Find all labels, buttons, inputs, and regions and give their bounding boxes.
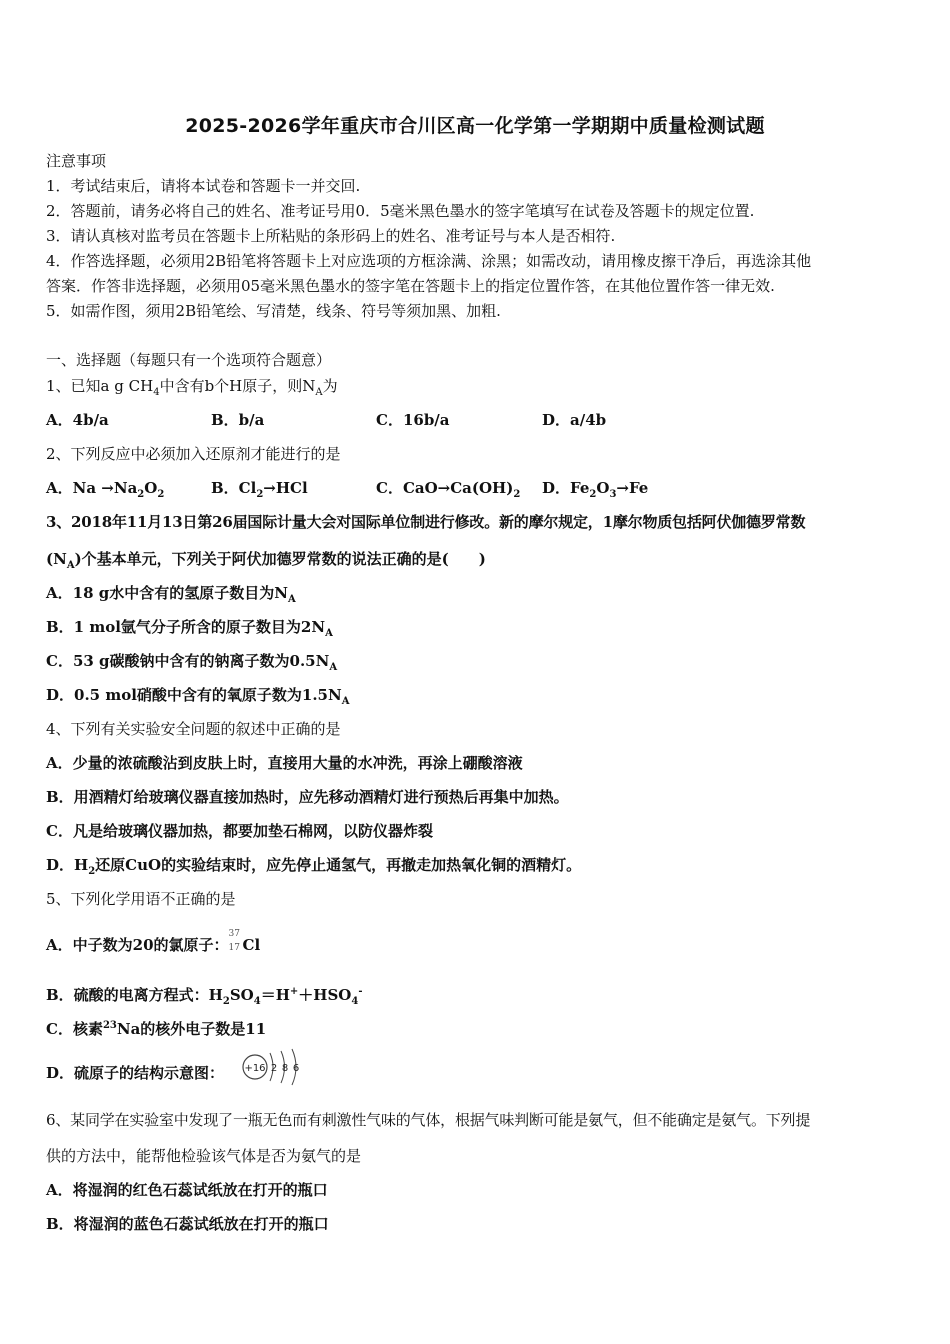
text: D．Fe <box>542 479 590 497</box>
text: SO <box>229 986 254 1004</box>
text: (N <box>46 550 67 568</box>
subscript: 2 <box>157 489 165 500</box>
text: C．核素 <box>46 1020 103 1038</box>
text: B．硫酸的电离方程式：H <box>46 986 223 1004</box>
subscript: 2 <box>222 996 230 1007</box>
text: ＝H <box>260 986 290 1004</box>
option-a[interactable] <box>46 478 164 505</box>
question-6-stem-line1: 6、某同学在实验室中发现了一瓶无色而有刺激性气味的气体，根据气味判断可能是氨气，但不能确定是氨气。下列提 <box>46 1111 811 1129</box>
sulfur-atom-structure-diagram <box>238 1046 308 1088</box>
question-1-stem <box>46 376 338 403</box>
option-c[interactable]: C．16b/a <box>376 411 450 429</box>
text: 还原CuO的实验结束时，应先停止通氢气，再撤走加热氧化铜的酒精灯。 <box>95 856 582 874</box>
text: O <box>596 479 610 497</box>
question-3-stem-line1: 3、2018年11月13日第26届国际计量大会对国际单位制进行修改。新的摩尔规定，1摩尔物质包括阿伏伽德罗常数 <box>46 513 806 531</box>
option-a[interactable]: A．将湿润的红色石蕊试纸放在打开的瓶口 <box>46 1181 328 1199</box>
subscript: A <box>341 696 350 707</box>
shell-electrons-3: 6 <box>292 1063 300 1074</box>
text: 1、已知a g CH <box>46 377 154 395</box>
shell-electrons-2: 8 <box>281 1063 289 1074</box>
nuclide-notation <box>228 929 243 956</box>
page-title: 2025-2026学年重庆市合川区高一化学第一学期期中质量检测试题 <box>185 115 765 137</box>
subscript: A <box>325 628 333 639</box>
text: C．53 g碳酸钠中含有的钠离子数为0.5N <box>46 652 330 670</box>
option-c[interactable] <box>376 478 520 505</box>
subscript: 2 <box>88 866 96 877</box>
text: →HCl <box>263 479 308 497</box>
option-b[interactable] <box>46 982 362 1012</box>
text: ＋HSO <box>298 986 352 1004</box>
text: B．1 mol氩气分子所含的原子数目为2N <box>46 618 326 636</box>
mass-number: 37 <box>228 929 240 939</box>
text: 中含有b个H原子，则N <box>159 377 316 395</box>
option-b[interactable]: B．将湿润的蓝色石蕊试纸放在打开的瓶口 <box>46 1215 329 1233</box>
atomic-number: 17 <box>228 943 240 953</box>
text: A．18 g水中含有的氢原子数目为N <box>46 584 288 602</box>
question-4-stem: 4、下列有关实验安全问题的叙述中正确的是 <box>46 720 341 738</box>
option-d[interactable] <box>542 478 648 505</box>
notice-item: 4．作答选择题，必须用2B铅笔将答题卡上对应选项的方框涂满、涂黑；如需改动，请用橡皮擦干净后，再选涂其他 <box>46 252 812 270</box>
option-c[interactable] <box>46 1016 266 1039</box>
nucleus-charge: +16 <box>244 1063 266 1074</box>
superscript: 23 <box>102 1020 117 1031</box>
subscript: 2 <box>256 489 264 500</box>
option-c[interactable]: C．凡是给玻璃仪器加热，都要加垫石棉网，以防仪器炸裂 <box>46 822 433 840</box>
option-d[interactable] <box>46 855 581 882</box>
option-a[interactable]: A．4b/a <box>46 411 109 429</box>
section-heading: 一、选择题（每题只有一个选项符合题意） <box>46 351 332 369</box>
superscript: - <box>358 986 363 997</box>
option-d[interactable]: D．硫原子的结构示意图： <box>46 1064 225 1082</box>
option-a[interactable] <box>46 583 296 610</box>
question-2-options <box>46 478 906 498</box>
text: A．中子数为20的氯原子： <box>46 936 229 954</box>
text: →Fe <box>616 479 649 497</box>
subscript: 2 <box>137 489 145 500</box>
subscript: 2 <box>513 489 521 500</box>
question-5-stem: 5、下列化学用语不正确的是 <box>46 890 236 908</box>
notice-item: 5．如需作图，须用2B铅笔绘、写清楚，线条、符号等须加黑、加粗. <box>46 302 501 320</box>
superscript: + <box>289 986 299 997</box>
text: D．0.5 mol硝酸中含有的氧原子数为1.5N <box>46 686 342 704</box>
option-b[interactable] <box>46 617 333 644</box>
subscript: 4 <box>253 996 261 1007</box>
question-3-stem-line2 <box>46 549 486 576</box>
subscript: A <box>315 387 323 398</box>
option-d[interactable]: D．a/4b <box>542 411 607 429</box>
option-a[interactable]: A．少量的浓硫酸沾到皮肤上时，直接用大量的水冲洗，再涂上硼酸溶液 <box>46 754 523 772</box>
option-c[interactable] <box>46 651 337 678</box>
text: Na的核外电子数是11 <box>116 1020 267 1038</box>
subscript: A <box>287 594 296 605</box>
question-1-options <box>46 410 906 430</box>
subscript: 4 <box>351 996 359 1007</box>
notice-item: 答案．作答非选择题，必须用05毫米黑色墨水的签字笔在答题卡上的指定位置作答，在其他位置作答一律无效. <box>46 277 775 295</box>
notice-item: 1．考试结束后，请将本试卷和答题卡一并交回. <box>46 177 361 195</box>
option-a[interactable] <box>46 929 261 956</box>
text: )个基本单元，下列关于阿伏加德罗常数的说法正确的是( ) <box>74 550 486 568</box>
subscript: 4 <box>153 387 160 398</box>
text: C．CaO→Ca(OH) <box>376 479 514 497</box>
subscript: 3 <box>609 489 617 500</box>
subscript: 2 <box>589 489 597 500</box>
option-b[interactable]: B．用酒精灯给玻璃仪器直接加热时，应先移动酒精灯进行预热后再集中加热。 <box>46 788 569 806</box>
subscript: A <box>66 560 75 571</box>
notice-item: 3．请认真核对监考员在答题卡上所粘贴的条形码上的姓名、准考证号与本人是否相符. <box>46 227 616 245</box>
text: D．H <box>46 856 89 874</box>
text: A．Na →Na <box>46 479 138 497</box>
text: B．Cl <box>211 479 257 497</box>
text: 为 <box>322 377 338 395</box>
notice-heading: 注意事项 <box>46 152 107 170</box>
option-b[interactable] <box>211 478 308 505</box>
subscript: A <box>329 662 338 673</box>
option-d[interactable] <box>46 685 349 712</box>
question-6-stem-line2: 供的方法中，能帮他检验该气体是否为氨气的是 <box>46 1147 362 1165</box>
text: O <box>144 479 158 497</box>
option-b[interactable]: B．b/a <box>211 411 265 429</box>
shell-electrons-1: 2 <box>270 1063 278 1074</box>
element-symbol: Cl <box>242 936 261 954</box>
notice-item: 2．答题前，请务必将自己的姓名、准考证号用0．5毫米黑色墨水的签字笔填写在试卷及答题卡的规定位置. <box>46 202 755 220</box>
question-2-stem: 2、下列反应中必须加入还原剂才能进行的是 <box>46 445 341 463</box>
